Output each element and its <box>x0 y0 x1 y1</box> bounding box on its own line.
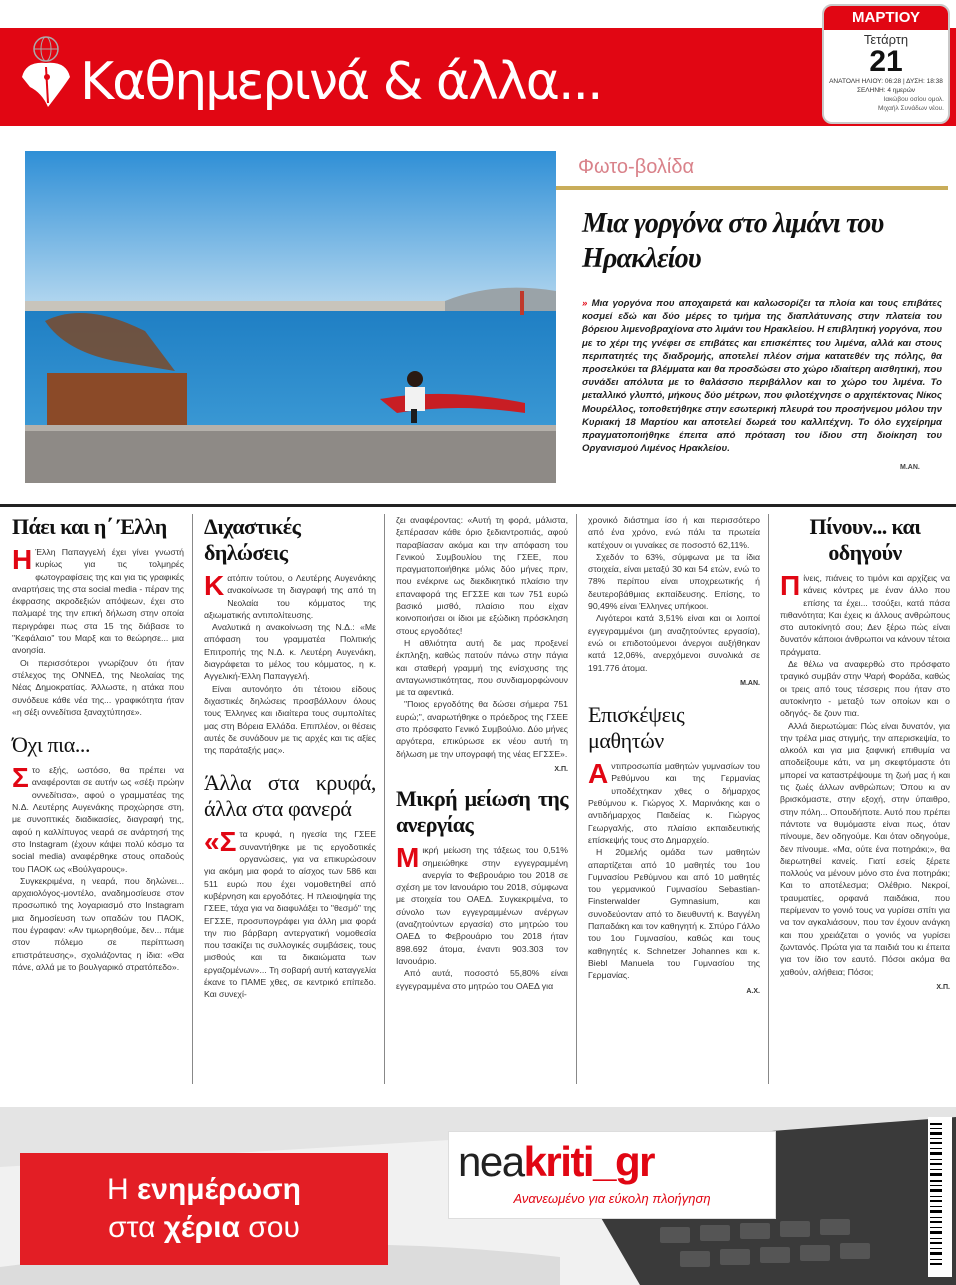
calendar-weekday: Τετάρτη <box>863 32 909 47</box>
column-divider <box>768 514 769 1084</box>
feature-headline: Μια γοργόνα στο λιμάνι του Ηρακλείου <box>582 208 884 274</box>
brand-part-1: nea <box>458 1138 524 1185</box>
calendar-month: ΜΑΡΤΙΟΥ <box>824 6 948 30</box>
neakriti-logo <box>458 1139 654 1185</box>
drop-cap: «Σ <box>204 826 237 858</box>
column-divider <box>384 514 385 1084</box>
paragraph: Δε θέλω να αναφερθώ στο πρόσφατο τραγικό συμβάν στην Ψαρή Φοράδα, καθώς οι τρεις από τους τέσσερις που ήταν στο αυτοκίνητο - μεταξύ των οποίων και ο οδηγός- δε ζουν πια. <box>780 659 950 719</box>
column-4 <box>588 514 760 998</box>
feature-section-label: Φωτο-βολίδα <box>578 156 695 178</box>
paragraph-text: Έλλη Παπαγγελή έχει γίνει γνωστή κυρίως για τις τολμηρές φωτογραφίσεις της και για τις γραφικές αναρτήσεις της στα social media - πέραν της έκφρασης ακροδεξιών απόψεων, έχει στο παλμαρέ της την επική δήλωση στην οποία περιγράφει πως στα 15 της διάβασε το "Κεφάλαιο" του Μαρξ και το θεώρησε... μια ανοησία. <box>12 547 184 656</box>
paragraph <box>780 572 950 658</box>
date-calendar <box>822 4 950 124</box>
feature-photo <box>25 151 556 483</box>
calendar-day: 21 <box>869 45 903 78</box>
paragraph: Η 20μελής ομάδα των μαθητών απαρτίζεται από 10 μαθητές του 1ου Γυμνασίου Ρεθύμνου και από 10 μαθητές του γερμανικού Γυμνασίου Sebastian-Finsterwalder Gymnasium, και συνοδεύονταν από το διευθυντή κ. Βαγγέλη Παπαδάκη και τον καθηγητή κ. Σπύρο Γάλλο του 1ου Γυμνασίου, καθώς και τους καθηγητές κ. Schnetzer Johannes και κ. Biebl Manuela του Γυμνασίου της Γερμανίας. <box>588 847 760 981</box>
paragraph: Η αθλιότητα αυτή δε μας προξενεί έκπληξη, καθώς πατούν πάνω στην πάγια και σταθερή γραμμή της ενίσχυσης της ανταγωνιστικότητας, που συνδιαμορφώνουν με τα αφεντικά. <box>396 637 568 698</box>
paragraph <box>12 764 184 875</box>
paragraph: "Ποιος εργοδότης θα δώσει σήμερα 751 ευρώ;", αναρωτήθηκε ο πρόεδρος της ΓΣΕΕ στο πρόσφατο Γενικό Συμβούλιο. Δύο μήνες αργότερα, επικύρωσε εκ νέου αυτή τη δήλωση με την υπογραφή της νέας ΕΓΣΣΕ». <box>396 699 568 759</box>
feature-body <box>582 297 942 455</box>
globe-quill-logo-icon <box>16 33 76 109</box>
paragraph: Σχεδόν το 63%, σύμφωνα με τα ίδια στοιχεία, είναι μεταξύ 30 και 54 ετών, ενώ το 78% περίπου είναι υποχρεωτικής ή δευτεροβάθμιας εκπαίδευσης. Επίσης, το 90,49% είναι Έλληνες υπήκοοι. <box>588 551 760 612</box>
headline: Πάει και η΄ Έλλη <box>12 514 167 539</box>
headline: Όχι πια... <box>12 732 91 758</box>
drop-cap: Π <box>780 570 801 601</box>
section-title: Καθημερινά & άλλα... <box>80 52 602 112</box>
author-signature: Χ.Π. <box>936 983 950 991</box>
drop-cap: Η <box>12 544 33 575</box>
calendar-moon: ΣΕΛΗΝΗ: 4 ημερών <box>856 87 916 94</box>
ad-slogan-bold: ενημέρωση <box>137 1173 301 1206</box>
barcode-icon <box>928 1117 952 1277</box>
paragraph: Λιγότεροι κατά 3,51% είναι και οι λοιποί εγγεγραμμένοι (μη αναζητούντες εργασία), ενώ οι επιδοτούμενοι άνεργοι αυξήθηκαν κατά 12,06%, ανερχόμενοι συνολικά σε 191.776 άτομα. <box>588 613 760 673</box>
paragraph-text: ίνεις, πιάνεις το τιμόνι και αρχίζεις να κάνεις κόντρες με έναν άλλο που επίσης τα έχει... τσούξει, κατά πάσα πιθανότητα; Και έχεις κι άλλους ανθρώπους στο αυτοκίνητό σου; Δεν ξέρω πώς είναι δυνατόν κάποιοι άνθρωποι να κάνουν τέτοια πράγματα. <box>780 573 951 657</box>
paragraph: ζει αναφέροντας: «Αυτή τη φορά, μάλιστα, ξεπέρασαν κάθε όριο ξεδιαντροπιάς, αφού παραβίασαν ακόμα και την απόφαση του Γενικού Συμβουλίου της ΓΣΕΕ, που πραγματοποιήθηκε μόλις δύο μήνες πριν, που ενέκρινε ως διεκδικητικό πλαίσιο την επαναφορά της ΕΓΣΣΕ και των 751 ευρώ βασικό μισθό, πλαίσιο που είχαν κοινοποιήσει οι ίδιοι με εξώδικη πρόσκληση στους εργοδότες! <box>396 515 568 636</box>
drop-cap: Μ <box>396 842 420 874</box>
calendar-saints-1: Ιακώβου οσίου ομολ. <box>883 96 944 103</box>
calendar-saints-2: Μιχαήλ Συνάδων νέου. <box>878 105 944 112</box>
column-3 <box>396 514 568 992</box>
paragraph: Από αυτά, ποσοστό 55,80% είναι εγγεγραμμένα στο μητρώο του ΟΑΕΔ για <box>396 968 568 991</box>
paragraph <box>12 546 184 657</box>
headline: Άλλα στα κρυφά, άλλα στα φανερά <box>204 770 376 822</box>
ad-slogan-line-2 <box>20 1211 388 1245</box>
ad-slogan-bold: χέρια <box>163 1211 240 1244</box>
drop-cap: Α <box>588 758 609 790</box>
paragraph: Οι περισσότεροι γνωρίζουν ότι ήταν στέλεχος της ΟΝΝΕΔ, της Νεολαίας της Νέας Δημοκρατίας. Άλλωστε, η ατάκα που συνόδευε κάθε νέα της... γραφικότητα ήταν «η σέξι οννεδίτισα ξαναχτύπησε». <box>12 657 184 717</box>
ad-tagline: Ανανεωμένο για εύκολη πλοήγηση <box>513 1191 711 1206</box>
column-5 <box>780 514 950 994</box>
author-signature: Χ.Π. <box>554 765 568 773</box>
column-2 <box>204 514 376 1001</box>
paragraph: Είναι αυτονόητο ότι τέτοιου είδους διχαστικές δηλώσεις προσβάλλουν όλους τους Έλληνες και ιδιαίτερα τους συμπολίτες μας στη Βόρεια Ελλάδα. Επιπλέον, οι θέσεις αυτές δε συνάδουν με τις αρχές και τις αξίες της παράταξής μας». <box>204 683 376 756</box>
paragraph-text: το εξής, ωστόσο, θα πρέπει να αναφέρονται σε αυτήν ως «σέξι πρώην οννεδίτισα», αφού ο γραμματέας της Ν.Δ. Λευτέρης Αυγενάκης προχώρησε στη, με συνοπτικές διαδικασίες, διαγραφή της, αφού η καλλίπυγος νεαρά σε ανάρτησή της στο Instagram (έχουν κάψει πολύ κόσμο τα social media) αναφέρθηκε στους οπαδούς του ΠΑΟΚ ως «Βούλγαρους». <box>12 765 184 874</box>
drop-cap: Σ <box>12 762 29 794</box>
ad-slogan-word: Η <box>107 1173 138 1206</box>
paragraph-text: ικρή μείωση της τάξεως του 0,51% σημειώθηκε στην εγγεγραμμένη ανεργία το Φεβρουάριο του 2018 σε σχέση με τον Ιανουάριο του 2018, σύμφωνα με στοιχεία του ΟΑΕΔ. Συγκεκριμένα, το σύνολο των εγγεγραμμένων ανέργων (αναζητούντων εργασία) στο μητρώο του ΟΑΕΔ το Φεβρουάριο του 2018 ήταν 898.692 άτομα, έναντι 903.303 τον Ιανουάριο. <box>396 845 568 966</box>
neakriti-ad-banner[interactable] <box>0 1107 956 1285</box>
drop-cap: Κ <box>204 570 225 601</box>
page-header <box>0 0 956 128</box>
paragraph <box>204 828 376 1000</box>
brand-part-2: kriti_gr <box>523 1138 654 1185</box>
headline: Πίνουν... και οδηγούν <box>809 514 921 565</box>
paragraph: Συγκεκριμένα, η νεαρά, που δηλώνει... αρχαιολόγος-μοντέλο, αναδημοσίευσε στον προσωπικό της λογαριασμό στο Instagram μια δημοσίευση των οπαδών του ΠΑΟΚ, που έγραφαν: «Αν τιμωρηθούμε, δεν... πάμε στον πόλεμο σε περίπτωση επιστράτευσης», σχολιάζοντας η ίδια: «Θα πάνε, αλλά με το βουλγαρικό στρατόπεδο». <box>12 875 184 972</box>
paragraph <box>204 572 376 621</box>
column-divider <box>576 514 577 1084</box>
ad-slogan-line-1 <box>20 1173 388 1207</box>
author-signature: Α.Χ. <box>746 987 760 995</box>
arrow-icon: » <box>582 298 588 309</box>
section-divider <box>0 504 956 507</box>
paragraph: Αλλά διερωτώμαι: Πώς είναι δυνατόν, για την τρέλα μιας στιγμής, την απερισκεψία, το αλκοόλ και για μια ξαφνική επιθυμία να αποδείξουμε κάτι, να μη σκεφτόμαστε ότι μπορεί να καταστρέψουμε τη ζωή μας ή και τις ζωές άλλων ανθρώπων; Όπου κι αν βρισκόμαστε, στην εξοχή, στην ύπαιθρο, στην πόλη... Οπουδήποτε. Αυτό που πρέπει πάντοτε να θυμόμαστε είναι πως, όταν πίνουμε, δεν οδηγούμε. Και όταν οδηγούμε, δεν πίνουμε. «Μα, ούτε ένα ποτηράκι;», θα διερωτηθεί κανείς. Γιατί εσείς ξέρετε πολλούς να μένουν μόνο στο ένα ποτηράκι; Και το αποτέλεσμα; Ολέθριο. Νεκροί, τραυματίες, ορφανά παιδάκια, που περίμεναν το γονιό τους να γυρίσει σπίτι για να τον αγκαλιάσουν, που τον έχουν ανάγκη και που χρειάζεται ο γονιός να γυρίσει ζωντανός. Πρώτα για τα παιδιά του κι έπειτα για τον ίδιο τον εαυτό. Πόσοι ακόμα θα χαθούν, αλήθεια; Πόσοι; <box>780 720 950 977</box>
paragraph <box>588 760 760 846</box>
ad-slogan-word: σου <box>239 1211 300 1244</box>
feature-divider <box>556 186 948 190</box>
feature-body-text: Μια γοργόνα που αποχαιρετά και καλωσορίζει τα πλοία και τους επιβάτες κοσμεί εδώ και δύο μέρες το τμήμα της διαπλάτυνσης στην πλατεία του βόρειου λιμενοβραχίονα στο λιμάνι του Ηρακλείου. Η επιβλητική γοργόνα, που με το χέρι της γνέφει σε επιβάτες και επισκέπτες του λιμένα, αλλά και στους περιπατητές της διαδρομής, αποτελεί πλέον σήμα κατατεθέν της πόλης, θα προσελκύει τα βλέμματα και θα προσδώσει στο χώρο ιδιαίτερη αισθητική, που συνάδει απόλυτα με το θαλάσσιο περιβάλλον και το χώρο του λιμένα. Το μεταλλικό γλυπτό, μήκους δύο μέτρων, που φιλοτέχνησε ο αρχιτέκτονας Νίκος Μουρέλλος, τοποθετήθηκε στην εσωτερική πλευρά του προσήνεμου μόλου την Κυριακή 18 Μαρτίου και αποτελεί δωρεά του καλλιτέχνη. Το όλο εγχείρημα πραγματοποιήθηκε έπειτα από πρόταση του ίδιου στη διοίκηση του Οργανισμού Λιμένος Ηρακλείου. <box>582 298 942 455</box>
ad-red-panel <box>20 1153 388 1265</box>
column-divider <box>192 514 193 1084</box>
feature-signature: Μ.ΑΝ. <box>900 464 920 471</box>
headline: Επισκέψεις μαθητών <box>588 702 685 754</box>
paragraph-text: ντιπροσωπία μαθητών γυμνασίων του Ρεθύμνου και της Γερμανίας υποδέχτηκαν χθες ο δήμαρχος Ρεθύμνου κ. Γιώργος Χ. Μαρινάκης και ο αντιδήμαρχος Παιδείας κ. Γιώργος Γεωργαλής, στο πλαίσιο εκπαιδευτικής επίσκεψής τους στο Δημαρχείο. <box>588 761 760 845</box>
paragraph: Αναλυτικά η ανακοίνωση της Ν.Δ.: «Με απόφαση του γραμματέα Πολιτικής Επιτροπής της Ν.Δ. κ. Λευτέρη Αυγενάκη, διαγράφεται το μέλος του κόμματος, η κ. Αγγελική-Έλλη Παπαγγελή. <box>204 622 376 682</box>
calendar-sunrise-sunset: ΑΝΑΤΟΛΗ ΗΛΙΟΥ: 06:28 | ΔΥΣΗ: 18:38 <box>829 78 943 85</box>
ad-slogan-word: στα <box>108 1211 164 1244</box>
paragraph: χρονικό διάστημα ίσο ή και περισσότερο από ένα χρόνο, ενώ πάλι τα πρωτεία κατέχουν οι γυναίκες σε ποσοστό 62,11%. <box>588 515 760 550</box>
column-1 <box>12 514 184 973</box>
headline: Μικρή μείωση της ανεργίας <box>396 786 568 838</box>
paragraph-text: τα κρυφά, η ηγεσία της ΓΣΕΕ συναντήθηκε με τις εργοδοτικές οργανώσεις, για να επικυρώσουν για ακόμη μια φορά το αίσχος των 586 και 511 ευρώ που έχει νομοθετηθεί από κυβέρνηση και εργοδότες. Η πλειοψηφία της ΓΣΕΕ, τάχα για να διαφυλάξει το "θεσμό" της ΕΓΣΣΕ, προσυπογράφει για άλλη μια φορά την πιο βάρβαρη αντεργατική νομοθεσία που τσακίζει τις συλλογικές συμβάσεις, τους μισθούς και τα δικαιώματα των εργαζομένων»... Τη σοβαρή αυτή καταγγελία έκανε το ΠΑΜΕ χθες, σε κεντρικό επίπεδο. Και συνεχί- <box>204 829 376 1000</box>
author-signature: Μ.ΑΝ. <box>740 679 760 687</box>
headline: Διχαστικές δηλώσεις <box>204 514 301 565</box>
paragraph <box>396 844 568 967</box>
paragraph-text: ατόπιν τούτου, ο Λευτέρης Αυγενάκης ανακοίνωσε τη διαγραφή της από τη Νεολαία του κόμματος της αξιωματικής αντιπολίτευσης. <box>204 573 376 620</box>
